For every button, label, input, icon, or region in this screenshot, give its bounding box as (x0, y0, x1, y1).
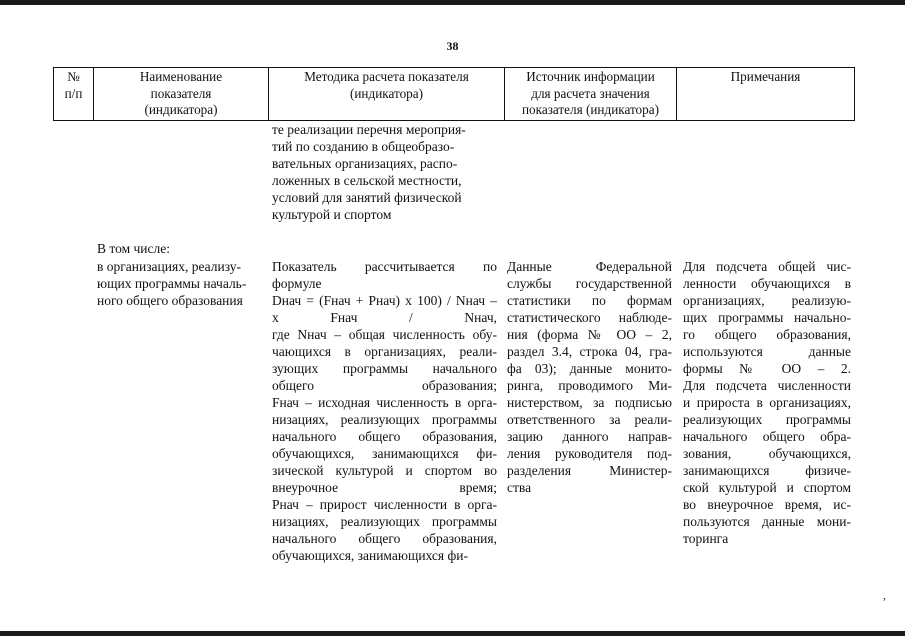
notes-line-3: организациях, реализую- (683, 293, 851, 308)
notes-line-11: начального общего обра- (683, 429, 851, 444)
table-header (53, 67, 855, 121)
indicator-line-2: ющих программы началь- (97, 276, 247, 291)
page-number: 38 (446, 39, 459, 53)
method-line-3: Dнач = (Fнач + Pнач) х 100) / Nнач – (272, 293, 497, 308)
continuation-line-5: условий для занятий физической (272, 190, 462, 205)
method-line-10: низациях, реализующих программы (272, 412, 497, 427)
source-line-13: разделения Министер- (507, 463, 672, 478)
method-line-12: обучающихся, занимающихся фи- (272, 446, 497, 461)
notes-line-15: во внеурочное время, ис- (683, 497, 851, 512)
method-line-1: Показатель рассчитывается по (272, 259, 497, 274)
source-line-4: статистического наблюде- (507, 310, 672, 325)
header-source: Источник информации для расчета значения показателя (индикатора) (504, 68, 676, 120)
source-line-12: ления руководителя под- (507, 446, 672, 461)
source-line-3: статистики по формам (507, 293, 672, 308)
notes-line-8: Для подсчета численности (683, 378, 851, 393)
method-line-9: Fнач – исходная численность в орга- (272, 395, 497, 410)
header-method: Методика расчета показателя (индикатора) (268, 68, 504, 120)
source-line-5: ния (форма № ОО – 2, (507, 327, 672, 342)
source-line-7: фа 03); данные монито- (507, 361, 672, 376)
source-line-1: Данные Федеральной (507, 259, 672, 274)
source-line-2: службы государственной (507, 276, 672, 291)
continuation-line-6: культурой и спортом (272, 207, 392, 222)
scan-mark: , (883, 588, 886, 602)
indicator-line-3: ного общего образования (97, 293, 243, 308)
method-line-2: формуле (272, 276, 322, 291)
notes-line-13: занимающихся физиче- (683, 463, 851, 478)
header-number: № п/п (64, 69, 83, 101)
continuation-line-2: тий по созданию в общеобразо- (272, 139, 455, 154)
method-line-18: обучающихся, занимающихся фи- (272, 548, 468, 563)
notes-line-10: реализующих программы (683, 412, 851, 427)
source-line-14: ства (507, 480, 532, 495)
subheading (97, 240, 267, 257)
method-continuation (272, 121, 497, 223)
notes-line-14: ской культурой и спортом (683, 480, 851, 495)
notes-line-5: го общего образования, (683, 327, 851, 342)
notes-line-2: ленности обучающихся в (683, 276, 851, 291)
scan-border-top (0, 0, 905, 5)
indicator-line-1: в организациях, реализу- (97, 259, 241, 274)
notes-line-7: формы № ОО – 2. (683, 361, 851, 376)
method-line-5: где Nнач – общая численность обу- (272, 327, 497, 342)
method-line-11: начального общего образования, (272, 429, 497, 444)
method-line-13: зической культурой и спортом во (272, 463, 497, 478)
notes-line-17: торинга (683, 531, 729, 546)
source-line-9: нистерством, за подписью (507, 395, 672, 410)
notes-line-12: зования, обучающихся, (683, 446, 851, 461)
source-line-11: зацию данного направ- (507, 429, 672, 444)
method-line-4: х Fнач / Nнач, (272, 310, 497, 325)
indicator-name-cell (97, 258, 267, 309)
source-line-6: раздел 3.4, строка 04, гра- (507, 344, 672, 359)
notes-line-9: и прироста в организациях, (683, 395, 851, 410)
method-line-8: общего образования; (272, 378, 497, 393)
continuation-line-3: вательных организациях, распо- (272, 156, 458, 171)
method-line-16: низациях, реализующих программы (272, 514, 497, 529)
method-line-14: внеурочное время; (272, 480, 497, 495)
method-line-17: начального общего образования, (272, 531, 497, 546)
notes-cell (683, 258, 851, 547)
source-cell (507, 258, 672, 496)
continuation-line-1: те реализации перечня мероприя- (272, 122, 466, 137)
method-line-6: чающихся в организациях, реали- (272, 344, 497, 359)
notes-line-1: Для подсчета общей чис- (683, 259, 851, 274)
subheading-text: В том числе: (97, 241, 170, 256)
source-line-8: ринга, проводимого Ми- (507, 378, 672, 393)
notes-line-6: используются данные (683, 344, 851, 359)
method-line-15: Рнач – прирост численности в орга- (272, 497, 497, 512)
method-cell (272, 258, 497, 564)
header-indicator-name: Наименование показателя (индикатора) (93, 68, 268, 120)
header-notes: Примечания (676, 68, 854, 120)
notes-line-4: щих программы начально- (683, 310, 851, 325)
scan-border-bottom (0, 631, 905, 636)
source-line-10: ответственного за реали- (507, 412, 672, 427)
continuation-line-4: ложенных в сельской местности, (272, 173, 462, 188)
notes-line-16: пользуются данные мони- (683, 514, 851, 529)
method-line-7: зующих программы начального (272, 361, 497, 376)
